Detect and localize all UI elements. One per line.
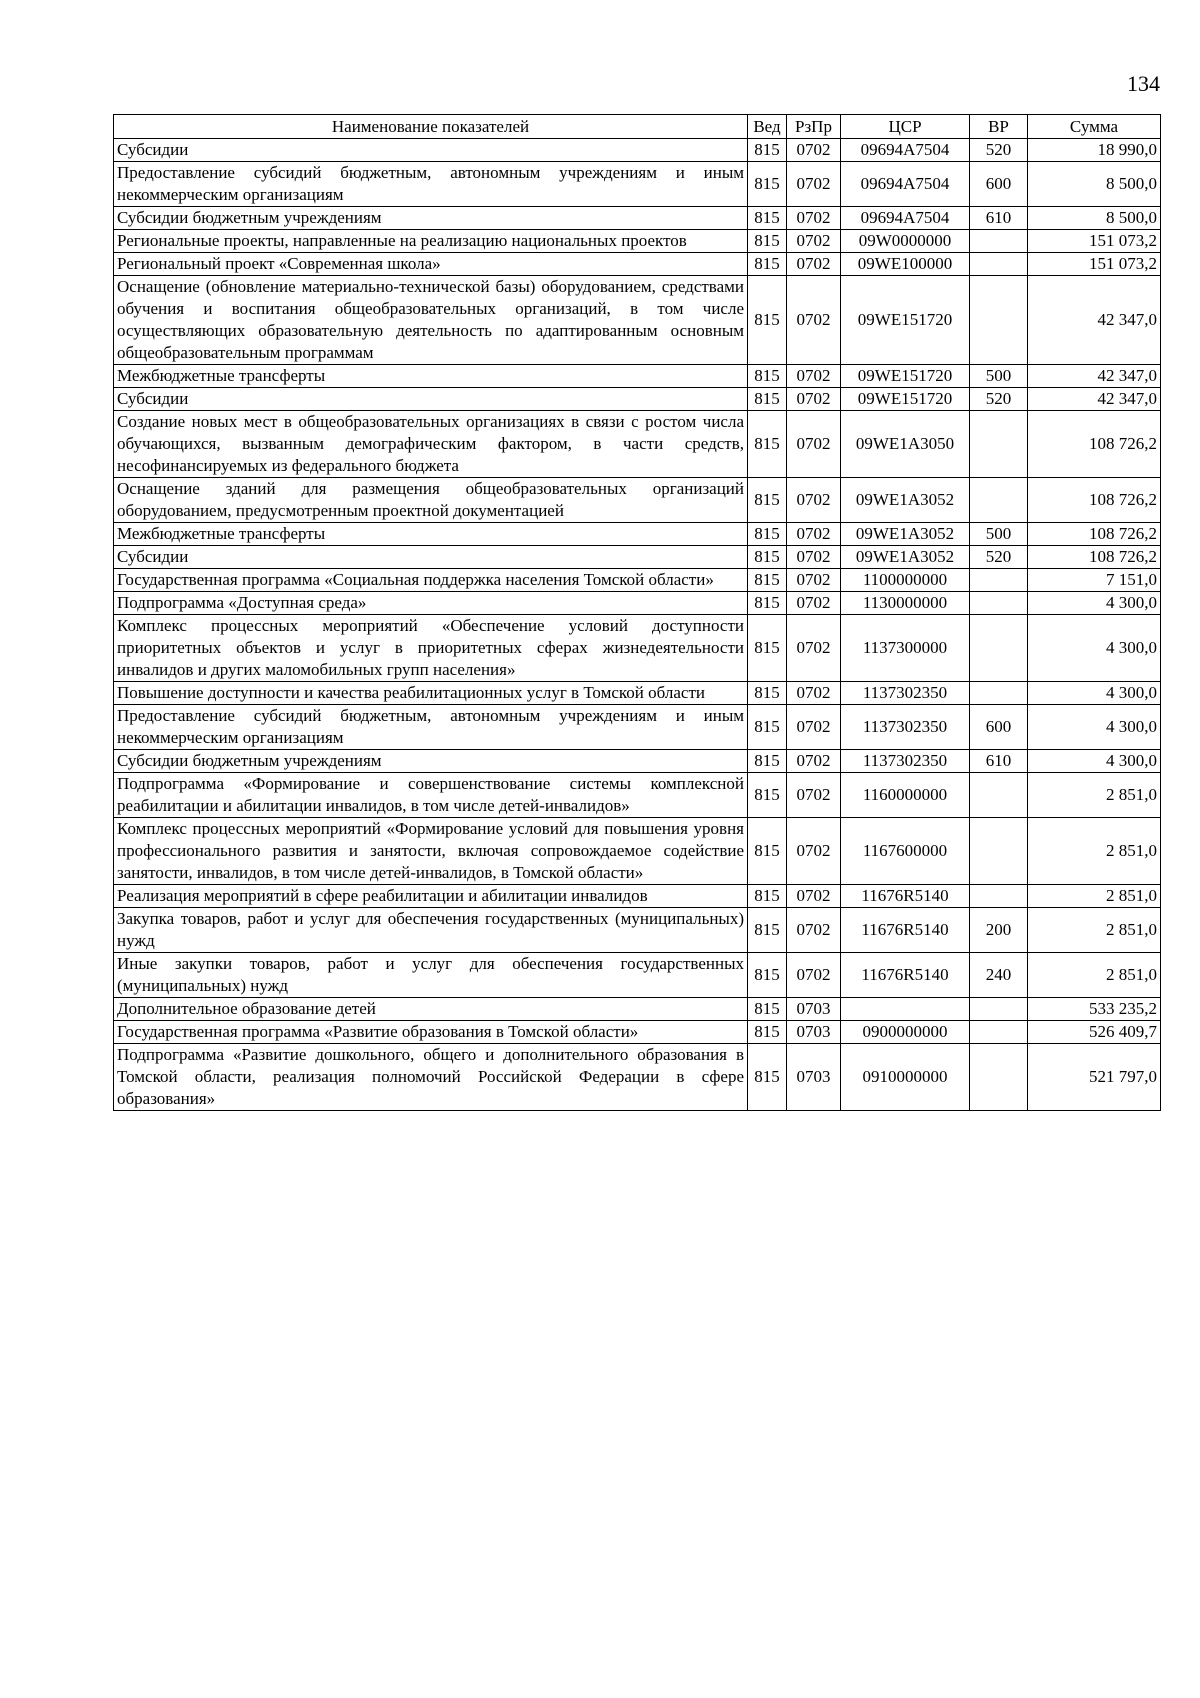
cell-vr [970, 773, 1028, 818]
cell-csr: 09694A7504 [841, 139, 970, 162]
cell-rzpr: 0703 [787, 1021, 841, 1044]
cell-vr: 200 [970, 908, 1028, 953]
cell-name: Подпрограмма «Доступная среда» [114, 592, 748, 615]
cell-csr: 1100000000 [841, 569, 970, 592]
cell-vr [970, 682, 1028, 705]
cell-sum: 4 300,0 [1028, 705, 1161, 750]
header-ved: Вед [748, 115, 787, 139]
header-rzpr: РзПр [787, 115, 841, 139]
cell-vr [970, 411, 1028, 478]
table-row [114, 908, 1161, 953]
cell-vr [970, 615, 1028, 682]
cell-sum: 8 500,0 [1028, 207, 1161, 230]
cell-vr [970, 592, 1028, 615]
cell-csr: 09WE151720 [841, 388, 970, 411]
cell-vr: 520 [970, 388, 1028, 411]
table-row [114, 253, 1161, 276]
cell-csr: 09WE151720 [841, 365, 970, 388]
table-row [114, 615, 1161, 682]
cell-name: Иные закупки товаров, работ и услуг для обеспечения государственных (муниципальных) нужд [114, 953, 748, 998]
cell-name: Оснащение зданий для размещения общеобразовательных организаций оборудованием, предусмотренным проектной документацией [114, 478, 748, 523]
table-row [114, 773, 1161, 818]
cell-csr: 11676R5140 [841, 953, 970, 998]
cell-rzpr: 0702 [787, 885, 841, 908]
cell-ved: 815 [748, 139, 787, 162]
cell-ved: 815 [748, 546, 787, 569]
cell-ved: 815 [748, 818, 787, 885]
cell-name: Государственная программа «Социальная поддержка населения Томской области» [114, 569, 748, 592]
cell-ved: 815 [748, 908, 787, 953]
cell-rzpr: 0702 [787, 139, 841, 162]
table-header-row [114, 115, 1161, 139]
cell-rzpr: 0702 [787, 569, 841, 592]
cell-vr [970, 569, 1028, 592]
cell-name: Комплекс процессных мероприятий «Формирование условий для повышения уровня профессионального развития и занятости, включая сопровождаемое содействие занятости, инвалидов, в том числе детей-инвалидов, в Томской области» [114, 818, 748, 885]
table-row [114, 388, 1161, 411]
cell-ved: 815 [748, 615, 787, 682]
cell-rzpr: 0702 [787, 953, 841, 998]
cell-sum: 4 300,0 [1028, 615, 1161, 682]
cell-sum: 2 851,0 [1028, 908, 1161, 953]
cell-csr: 1137302350 [841, 682, 970, 705]
table-row [114, 230, 1161, 253]
cell-name: Региональный проект «Современная школа» [114, 253, 748, 276]
table-row [114, 162, 1161, 207]
table-row [114, 1021, 1161, 1044]
cell-rzpr: 0702 [787, 523, 841, 546]
cell-sum: 18 990,0 [1028, 139, 1161, 162]
cell-csr: 1130000000 [841, 592, 970, 615]
cell-name: Субсидии бюджетным учреждениям [114, 750, 748, 773]
cell-ved: 815 [748, 592, 787, 615]
cell-sum: 7 151,0 [1028, 569, 1161, 592]
cell-sum: 42 347,0 [1028, 276, 1161, 365]
table-row [114, 478, 1161, 523]
header-csr: ЦСР [841, 115, 970, 139]
cell-rzpr: 0702 [787, 818, 841, 885]
cell-ved: 815 [748, 750, 787, 773]
cell-vr: 520 [970, 139, 1028, 162]
cell-name: Комплекс процессных мероприятий «Обеспечение условий доступности приоритетных объектов и услуг в приоритетных сферах жизнедеятельности инвалидов и других маломобильных групп населения» [114, 615, 748, 682]
cell-vr [970, 1021, 1028, 1044]
table-row [114, 592, 1161, 615]
cell-vr [970, 276, 1028, 365]
cell-vr [970, 478, 1028, 523]
cell-rzpr: 0702 [787, 276, 841, 365]
cell-vr: 520 [970, 546, 1028, 569]
cell-rzpr: 0702 [787, 615, 841, 682]
cell-csr: 09694A7504 [841, 207, 970, 230]
cell-ved: 815 [748, 1044, 787, 1111]
cell-ved: 815 [748, 569, 787, 592]
cell-vr: 240 [970, 953, 1028, 998]
cell-csr: 0910000000 [841, 1044, 970, 1111]
cell-csr: 1137302350 [841, 705, 970, 750]
cell-csr: 09WE100000 [841, 253, 970, 276]
cell-csr: 11676R5140 [841, 885, 970, 908]
cell-rzpr: 0702 [787, 908, 841, 953]
cell-name: Подпрограмма «Развитие дошкольного, общего и дополнительного образования в Томской области, реализация полномочий Российской Федерации в сфере образования» [114, 1044, 748, 1111]
cell-ved: 815 [748, 478, 787, 523]
cell-name: Дополнительное образование детей [114, 998, 748, 1021]
cell-vr: 500 [970, 523, 1028, 546]
cell-ved: 815 [748, 682, 787, 705]
cell-csr: 09WE1A3052 [841, 546, 970, 569]
cell-ved: 815 [748, 276, 787, 365]
cell-sum: 521 797,0 [1028, 1044, 1161, 1111]
cell-ved: 815 [748, 253, 787, 276]
cell-csr: 09W0000000 [841, 230, 970, 253]
cell-vr [970, 998, 1028, 1021]
cell-sum: 8 500,0 [1028, 162, 1161, 207]
table-row [114, 705, 1161, 750]
cell-sum: 42 347,0 [1028, 388, 1161, 411]
cell-sum: 151 073,2 [1028, 253, 1161, 276]
cell-rzpr: 0702 [787, 705, 841, 750]
cell-rzpr: 0702 [787, 388, 841, 411]
cell-rzpr: 0702 [787, 162, 841, 207]
cell-rzpr: 0702 [787, 682, 841, 705]
cell-sum: 4 300,0 [1028, 682, 1161, 705]
table-row [114, 365, 1161, 388]
cell-sum: 108 726,2 [1028, 411, 1161, 478]
cell-name: Субсидии [114, 546, 748, 569]
cell-name: Закупка товаров, работ и услуг для обеспечения государственных (муниципальных) нужд [114, 908, 748, 953]
cell-vr: 600 [970, 162, 1028, 207]
cell-sum: 4 300,0 [1028, 750, 1161, 773]
cell-name: Реализация мероприятий в сфере реабилитации и абилитации инвалидов [114, 885, 748, 908]
cell-sum: 2 851,0 [1028, 953, 1161, 998]
cell-vr [970, 230, 1028, 253]
table-row [114, 546, 1161, 569]
cell-name: Оснащение (обновление материально-технической базы) оборудованием, средствами обучения и воспитания общеобразовательных организаций, в том числе осуществляющих образовательную деятельность по адаптированным основным общеобразовательным программам [114, 276, 748, 365]
cell-ved: 815 [748, 523, 787, 546]
cell-name: Субсидии [114, 139, 748, 162]
budget-table [113, 114, 1161, 1111]
cell-rzpr: 0702 [787, 207, 841, 230]
cell-ved: 815 [748, 953, 787, 998]
cell-rzpr: 0702 [787, 478, 841, 523]
cell-csr: 09WE1A3052 [841, 478, 970, 523]
cell-ved: 815 [748, 162, 787, 207]
cell-csr: 09694A7504 [841, 162, 970, 207]
page-number: 134 [1127, 71, 1160, 96]
cell-name: Межбюджетные трансферты [114, 365, 748, 388]
cell-csr: 1167600000 [841, 818, 970, 885]
cell-vr [970, 1044, 1028, 1111]
cell-sum: 108 726,2 [1028, 546, 1161, 569]
cell-ved: 815 [748, 388, 787, 411]
cell-ved: 815 [748, 365, 787, 388]
cell-vr: 610 [970, 750, 1028, 773]
table-row [114, 411, 1161, 478]
cell-sum: 526 409,7 [1028, 1021, 1161, 1044]
cell-vr [970, 885, 1028, 908]
table-row [114, 523, 1161, 546]
cell-rzpr: 0703 [787, 998, 841, 1021]
cell-name: Государственная программа «Развитие образования в Томской области» [114, 1021, 748, 1044]
table-row [114, 750, 1161, 773]
cell-ved: 815 [748, 207, 787, 230]
cell-sum: 4 300,0 [1028, 592, 1161, 615]
cell-name: Повышение доступности и качества реабилитационных услуг в Томской области [114, 682, 748, 705]
cell-rzpr: 0702 [787, 773, 841, 818]
cell-vr [970, 253, 1028, 276]
cell-ved: 815 [748, 885, 787, 908]
cell-ved: 815 [748, 705, 787, 750]
cell-csr: 1137300000 [841, 615, 970, 682]
cell-name: Субсидии [114, 388, 748, 411]
cell-sum: 533 235,2 [1028, 998, 1161, 1021]
cell-rzpr: 0703 [787, 1044, 841, 1111]
table-row [114, 1044, 1161, 1111]
cell-csr [841, 998, 970, 1021]
cell-csr: 1137302350 [841, 750, 970, 773]
cell-rzpr: 0702 [787, 230, 841, 253]
header-sum: Сумма [1028, 115, 1161, 139]
cell-vr: 600 [970, 705, 1028, 750]
cell-csr: 1160000000 [841, 773, 970, 818]
cell-csr: 09WE1A3050 [841, 411, 970, 478]
cell-sum: 151 073,2 [1028, 230, 1161, 253]
cell-rzpr: 0702 [787, 592, 841, 615]
table-row [114, 139, 1161, 162]
table-row [114, 953, 1161, 998]
cell-sum: 108 726,2 [1028, 478, 1161, 523]
header-vr: ВР [970, 115, 1028, 139]
cell-name: Региональные проекты, направленные на реализацию национальных проектов [114, 230, 748, 253]
cell-vr [970, 818, 1028, 885]
cell-name: Субсидии бюджетным учреждениям [114, 207, 748, 230]
cell-ved: 815 [748, 411, 787, 478]
cell-rzpr: 0702 [787, 750, 841, 773]
table-row [114, 885, 1161, 908]
header-name: Наименование показателей [114, 115, 748, 139]
cell-vr: 500 [970, 365, 1028, 388]
cell-name: Предоставление субсидий бюджетным, автономным учреждениям и иным некоммерческим организациям [114, 705, 748, 750]
cell-csr: 11676R5140 [841, 908, 970, 953]
table-row [114, 276, 1161, 365]
table-body [114, 139, 1161, 1111]
cell-sum: 2 851,0 [1028, 818, 1161, 885]
cell-rzpr: 0702 [787, 365, 841, 388]
table-row [114, 682, 1161, 705]
cell-rzpr: 0702 [787, 411, 841, 478]
cell-name: Межбюджетные трансферты [114, 523, 748, 546]
table-row [114, 207, 1161, 230]
cell-csr: 0900000000 [841, 1021, 970, 1044]
cell-ved: 815 [748, 230, 787, 253]
cell-name: Создание новых мест в общеобразовательных организациях в связи с ростом числа обучающихся, вызванным демографическим фактором, в части средств, несофинансируемых из федерального бюджета [114, 411, 748, 478]
cell-vr: 610 [970, 207, 1028, 230]
table-row [114, 569, 1161, 592]
table-row [114, 998, 1161, 1021]
cell-ved: 815 [748, 998, 787, 1021]
cell-sum: 108 726,2 [1028, 523, 1161, 546]
cell-sum: 2 851,0 [1028, 885, 1161, 908]
cell-ved: 815 [748, 1021, 787, 1044]
cell-csr: 09WE1A3052 [841, 523, 970, 546]
cell-sum: 42 347,0 [1028, 365, 1161, 388]
cell-csr: 09WE151720 [841, 276, 970, 365]
cell-rzpr: 0702 [787, 253, 841, 276]
cell-name: Предоставление субсидий бюджетным, автономным учреждениям и иным некоммерческим организациям [114, 162, 748, 207]
cell-rzpr: 0702 [787, 546, 841, 569]
table-row [114, 818, 1161, 885]
cell-sum: 2 851,0 [1028, 773, 1161, 818]
cell-ved: 815 [748, 773, 787, 818]
cell-name: Подпрограмма «Формирование и совершенствование системы комплексной реабилитации и абилитации инвалидов, в том числе детей-инвалидов» [114, 773, 748, 818]
